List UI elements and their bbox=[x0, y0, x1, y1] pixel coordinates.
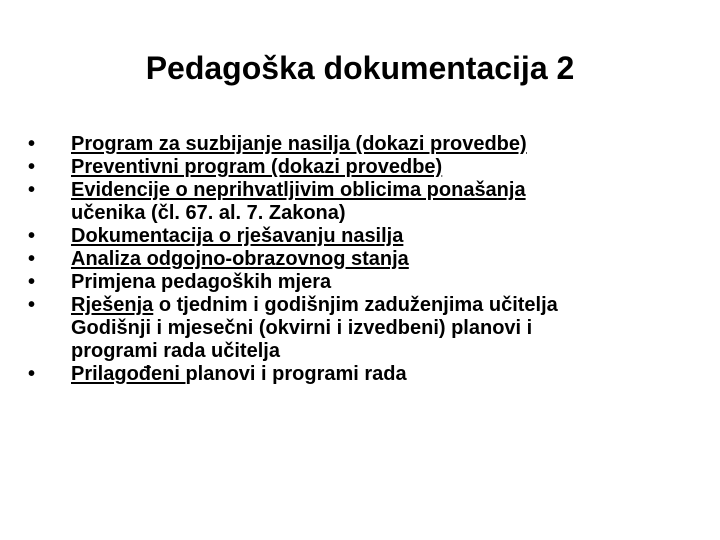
bullet-text-continuation: učenika (čl. 67. al. 7. Zakona) bbox=[71, 202, 346, 224]
bullet-dot-icon: • bbox=[28, 294, 36, 316]
bullet-dot-icon: • bbox=[28, 248, 36, 270]
bullet-dot-icon: • bbox=[28, 156, 36, 178]
bullet-text-line bbox=[71, 225, 708, 248]
bullet-text-line bbox=[71, 248, 708, 271]
bullet-text-plain: o tjednim i godišnjim zaduženjima učitelja bbox=[153, 294, 558, 316]
bullet-text-line bbox=[71, 179, 708, 202]
bullet-item bbox=[28, 248, 708, 271]
bullet-dot-icon: • bbox=[28, 271, 36, 293]
bullet-text-link[interactable]: Dokumentacija o rješavanju nasilja bbox=[71, 225, 404, 247]
bullet-dot-icon: • bbox=[28, 133, 36, 155]
bullet-dot-icon: • bbox=[28, 179, 36, 201]
bullet-dot-icon: • bbox=[28, 225, 36, 247]
bullet-text-link[interactable]: Analiza odgojno-obrazovnog stanja bbox=[71, 248, 409, 270]
bullet-text-link[interactable]: Rješenja bbox=[71, 294, 154, 316]
bullet-text-line bbox=[71, 156, 708, 179]
bullet-text-link[interactable]: Evidencije o neprihvatljivim oblicima ponašanja bbox=[71, 179, 526, 201]
bullet-text-continuation: Godišnji i mjesečni (okvirni i izvedbeni) planovi i bbox=[71, 317, 533, 339]
bullet-text-line bbox=[71, 294, 708, 317]
bullet-text-line: Primjena pedagoških mjera bbox=[71, 271, 332, 293]
bullet-item bbox=[28, 225, 708, 248]
bullet-item bbox=[28, 179, 708, 225]
bullet-text-link[interactable]: Prilagođeni bbox=[71, 363, 186, 385]
bullet-text-plain: planovi i programi rada bbox=[185, 363, 407, 385]
bullet-text-line bbox=[71, 363, 708, 386]
bullet-text-link[interactable]: Preventivni program (dokazi provedbe) bbox=[71, 156, 443, 178]
bullet-text-line bbox=[71, 133, 708, 156]
bullet-text-link[interactable]: Program za suzbijanje nasilja (dokazi provedbe) bbox=[71, 133, 527, 155]
bullet-item bbox=[28, 271, 708, 294]
bullet-item bbox=[28, 363, 708, 386]
slide-title: Pedagoška dokumentacija 2 bbox=[145, 50, 575, 86]
bullet-text-continuation: programi rada učitelja bbox=[71, 340, 280, 362]
bullet-item bbox=[28, 156, 708, 179]
bullet-dot-icon: • bbox=[28, 363, 36, 385]
bullet-list bbox=[28, 133, 708, 386]
bullet-item bbox=[28, 294, 708, 363]
bullet-item bbox=[28, 133, 708, 156]
